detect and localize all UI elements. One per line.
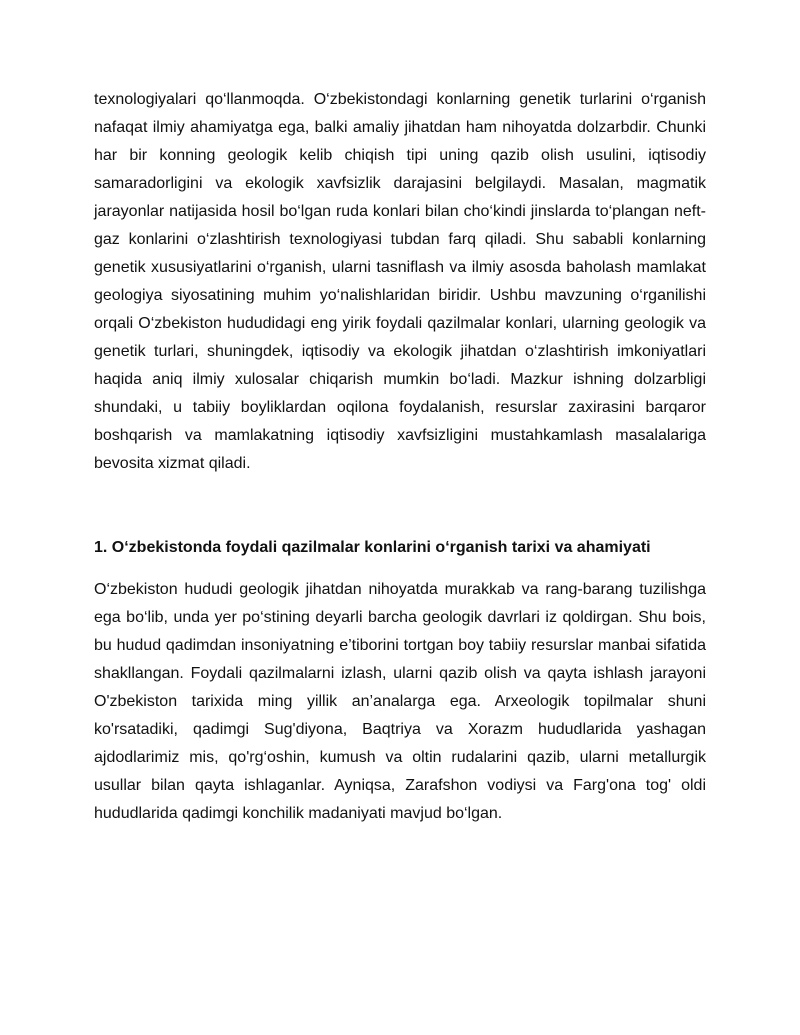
- document-page: [94, 86, 706, 828]
- history-paragraph: O‘zbekiston hududi geologik jihatdan nihoyatda murakkab va rang-barang tuzilishga ega bo‘lib, unda yer po‘stining deyarli barcha geologik davrlari iz qoldirgan. Shu bois, bu hudud qadimdan insoniyatning e’tiborini tortgan boy tabiiy resurslar manbai sifatida shakllangan. Foydali qazilmalarni izlash, ularni qazib olish va qayta ishlash jarayoni O'zbekiston tarixida ming yillik an’analarga ega. Arxeologik topilmalar shuni ko'rsatadiki, qadimgi Sug'diyona, Baqtriya va Xorazm hududlarida yashagan ajdodlarimiz mis, qo'rg‘oshin, kumush va oltin rudalarini qazib, ularni metallurgik usullar bilan qayta ishlaganlar. Ayniqsa, Zarafshon vodiysi va Farg'ona tog' oldi hududlarida qadimgi konchilik madaniyati mavjud bo‘lgan.: [94, 581, 706, 822]
- section-heading: 1. O‘zbekistonda foydali qazilmalar konlarini o‘rganish tarixi va ahamiyati: [94, 539, 651, 556]
- intro-paragraph: texnologiyalari qo‘llanmoqda. O‘zbekistondagi konlarning genetik turlarini o‘rganish nafaqat ilmiy ahamiyatga ega, balki amaliy jihatdan ham nihoyatda dolzarbdir. Chunki har bir konning geologik kelib chiqish tipi uning qazib olish usulini, iqtisodiy samaradorligini va ekologik xavfsizlik darajasini belgilaydi. Masalan, magmatik jarayonlar natijasida hosil bo‘lgan ruda konlari bilan cho‘kindi jinslarda to‘plangan neft-gaz konlarini o‘zlashtirish texnologiyasi tubdan farq qiladi. Shu sababli konlarning genetik xususiyatlarini o‘rganish, ularni tasniflash va ilmiy asosda baholash mamlakat geologiya siyosatining muhim yo‘nalishlaridan biridir. Ushbu mavzuning o‘rganilishi orqali O‘zbekiston hududidagi eng yirik foydali qazilmalar konlari, ularning geologik va genetik turlari, shuningdek, iqtisodiy va ekologik jihatdan o‘zlashtirish imkoniyatlari haqida aniq ilmiy xulosalar chiqarish mumkin bo‘ladi. Mazkur ishning dolzarbligi shundaki, u tabiiy boyliklardan oqilona foydalanish, resurslar zaxirasini barqaror boshqarish va mamlakatning iqtisodiy xavfsizligini mustahkamlash masalalariga bevosita xizmat qiladi.: [94, 91, 706, 472]
